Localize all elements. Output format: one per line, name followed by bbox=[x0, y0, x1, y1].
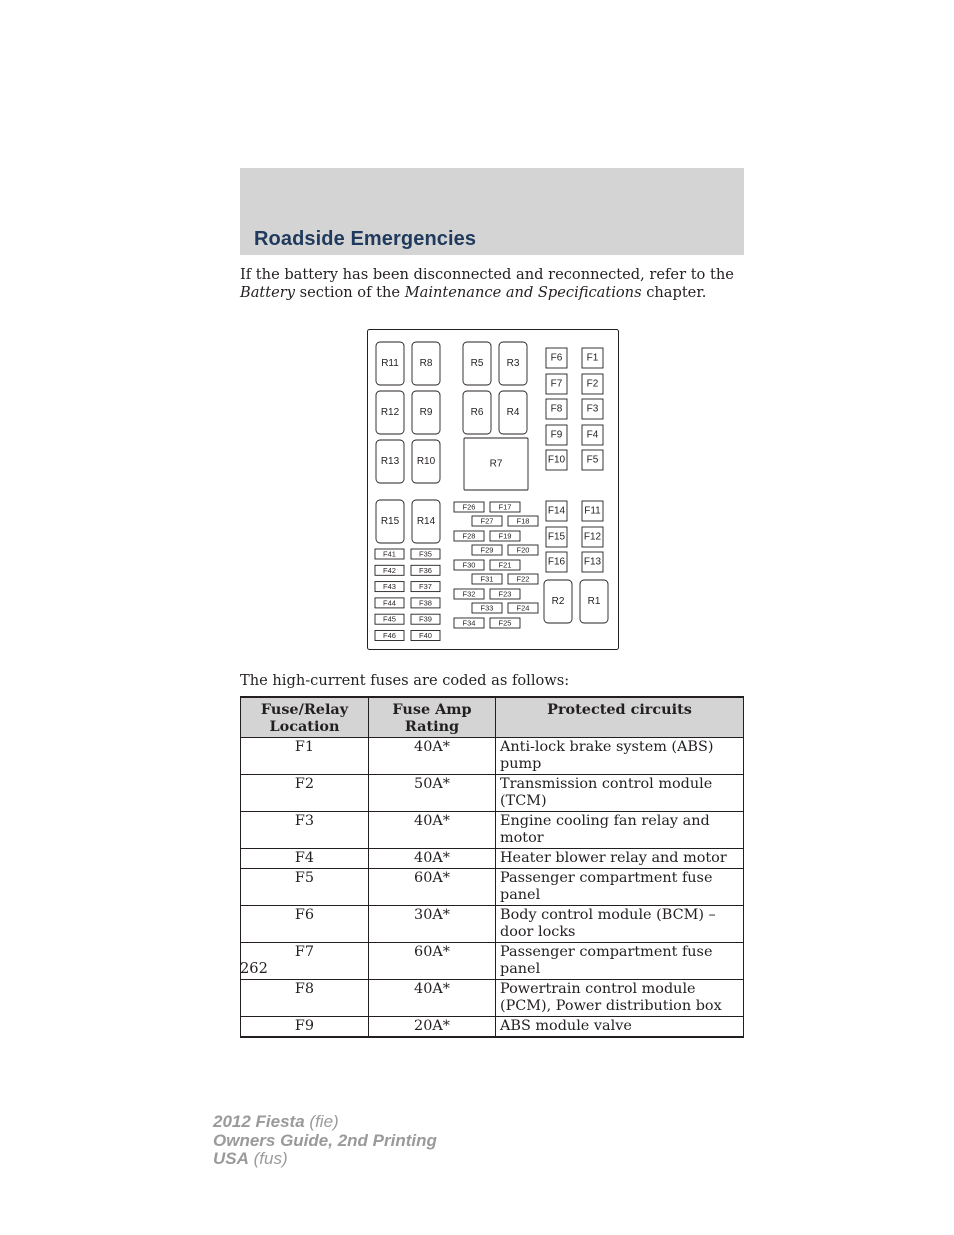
svg-text:F5: F5 bbox=[586, 454, 599, 466]
svg-text:F8: F8 bbox=[550, 403, 563, 415]
svg-text:F1: F1 bbox=[586, 352, 599, 364]
fuse-location: F4 bbox=[241, 849, 369, 869]
fuse-rating: 40A* bbox=[369, 849, 496, 869]
relay-r9 bbox=[412, 391, 440, 434]
svg-text:F37: F37 bbox=[419, 582, 432, 592]
header-circuits: Protected circuits bbox=[496, 697, 744, 738]
fuse-f25 bbox=[490, 618, 520, 628]
svg-text:F36: F36 bbox=[419, 565, 432, 575]
fuse-f42 bbox=[375, 565, 404, 575]
fuse-f11 bbox=[582, 501, 603, 521]
svg-text:R1: R1 bbox=[587, 596, 601, 607]
fuse-location: F3 bbox=[241, 812, 369, 849]
relay-r4 bbox=[499, 391, 527, 434]
svg-text:F30: F30 bbox=[462, 560, 476, 570]
fuse-f46 bbox=[375, 631, 404, 641]
fuse-f13 bbox=[582, 552, 603, 572]
fuse-f45 bbox=[375, 614, 404, 624]
relay-r10 bbox=[412, 440, 440, 483]
svg-text:R7: R7 bbox=[489, 458, 503, 470]
svg-text:R5: R5 bbox=[470, 358, 484, 369]
svg-text:F25: F25 bbox=[498, 618, 512, 628]
svg-text:F6: F6 bbox=[550, 352, 563, 364]
svg-text:F3: F3 bbox=[586, 403, 599, 415]
svg-text:F19: F19 bbox=[498, 531, 512, 541]
fuse-f32 bbox=[454, 589, 484, 599]
svg-text:F24: F24 bbox=[516, 603, 530, 613]
relay-r12 bbox=[376, 391, 404, 434]
protected-circuits: ABS module valve bbox=[496, 1017, 744, 1038]
svg-text:F13: F13 bbox=[583, 556, 602, 568]
table-row bbox=[241, 738, 744, 775]
svg-text:R3: R3 bbox=[506, 358, 520, 369]
fuse-location: F8 bbox=[241, 980, 369, 1017]
svg-text:R14: R14 bbox=[416, 516, 436, 527]
svg-text:F11: F11 bbox=[584, 505, 601, 517]
svg-text:F44: F44 bbox=[383, 598, 396, 608]
relay-r2 bbox=[544, 580, 572, 623]
svg-text:F34: F34 bbox=[462, 618, 476, 628]
fuse-f37 bbox=[411, 582, 440, 592]
relay-r7 bbox=[464, 438, 528, 490]
footer-model-line: 2012 Fiesta (fie) bbox=[213, 1112, 339, 1131]
svg-text:R9: R9 bbox=[419, 407, 433, 418]
fuse-f10 bbox=[546, 450, 567, 470]
fuse-f33 bbox=[472, 603, 502, 613]
svg-text:F26: F26 bbox=[462, 502, 476, 512]
fuse-f31 bbox=[472, 574, 502, 584]
fuse-box-diagram bbox=[367, 329, 619, 650]
fuse-f39 bbox=[411, 614, 440, 624]
fuse-f18 bbox=[508, 516, 538, 526]
table-row bbox=[241, 1017, 744, 1038]
fuse-location: F7 bbox=[241, 943, 369, 980]
protected-circuits: Body control module (BCM) – door locks bbox=[496, 906, 744, 943]
svg-text:F21: F21 bbox=[498, 560, 512, 570]
fuse-f19 bbox=[490, 531, 520, 541]
svg-text:F14: F14 bbox=[547, 505, 566, 517]
fuse-f1 bbox=[582, 348, 603, 368]
relay-r8 bbox=[412, 342, 440, 385]
fuse-f7 bbox=[546, 374, 567, 394]
protected-circuits: Transmission control module (TCM) bbox=[496, 775, 744, 812]
fuse-f3 bbox=[582, 399, 603, 419]
fuse-f5 bbox=[582, 450, 603, 470]
svg-text:F42: F42 bbox=[383, 565, 396, 575]
svg-text:F20: F20 bbox=[516, 545, 530, 555]
fuse-f24 bbox=[508, 603, 538, 613]
protected-circuits: Passenger compartment fuse panel bbox=[496, 943, 744, 980]
svg-text:R15: R15 bbox=[380, 516, 400, 527]
svg-text:F28: F28 bbox=[462, 531, 476, 541]
fuse-location: F2 bbox=[241, 775, 369, 812]
document-footer bbox=[213, 1113, 437, 1169]
svg-text:R8: R8 bbox=[419, 358, 433, 369]
relay-r3 bbox=[499, 342, 527, 385]
fuse-f38 bbox=[411, 598, 440, 608]
fuse-f14 bbox=[546, 501, 567, 521]
svg-text:F15: F15 bbox=[547, 531, 566, 543]
relay-r1 bbox=[580, 580, 608, 623]
table-header-row bbox=[241, 697, 744, 738]
fuse-f34 bbox=[454, 618, 484, 628]
relay-r15 bbox=[376, 500, 404, 543]
fuse-f43 bbox=[375, 582, 404, 592]
relay-r13 bbox=[376, 440, 404, 483]
fuse-f8 bbox=[546, 399, 567, 419]
svg-text:R4: R4 bbox=[506, 407, 520, 418]
fuse-f20 bbox=[508, 545, 538, 555]
fuse-f6 bbox=[546, 348, 567, 368]
footer-market-line: USA (fus) bbox=[213, 1149, 288, 1168]
section-title: Roadside Emergencies bbox=[254, 228, 477, 250]
maintenance-reference: Maintenance and Specifications bbox=[404, 284, 642, 301]
fuse-location: F6 bbox=[241, 906, 369, 943]
fuse-f28 bbox=[454, 531, 484, 541]
svg-text:F45: F45 bbox=[383, 614, 396, 624]
svg-text:F23: F23 bbox=[498, 589, 512, 599]
svg-text:F9: F9 bbox=[550, 429, 563, 441]
fuse-f21 bbox=[490, 560, 520, 570]
svg-text:R13: R13 bbox=[380, 456, 400, 467]
protected-circuits: Passenger compartment fuse panel bbox=[496, 869, 744, 906]
fuse-f35 bbox=[411, 549, 440, 559]
table-row bbox=[241, 943, 744, 980]
header-location: Fuse/Relay Location bbox=[241, 697, 369, 738]
fuse-f9 bbox=[546, 425, 567, 445]
svg-text:F31: F31 bbox=[480, 574, 494, 584]
fuse-f40 bbox=[411, 631, 440, 641]
table-intro: The high-current fuses are coded as follows: bbox=[240, 672, 570, 689]
fuse-f30 bbox=[454, 560, 484, 570]
fuse-location: F9 bbox=[241, 1017, 369, 1038]
relay-r6 bbox=[463, 391, 491, 434]
relay-r5 bbox=[463, 342, 491, 385]
fuse-rating: 60A* bbox=[369, 869, 496, 906]
fuse-location: F1 bbox=[241, 738, 369, 775]
table-row bbox=[241, 906, 744, 943]
fuse-f16 bbox=[546, 552, 567, 572]
svg-text:R11: R11 bbox=[381, 358, 399, 369]
battery-reference: Battery bbox=[240, 284, 296, 301]
fuse-f41 bbox=[375, 549, 404, 559]
fuse-rating: 40A* bbox=[369, 980, 496, 1017]
svg-text:R6: R6 bbox=[470, 407, 484, 418]
svg-text:R12: R12 bbox=[380, 407, 400, 418]
svg-text:F2: F2 bbox=[586, 378, 599, 390]
fuse-rating: 40A* bbox=[369, 738, 496, 775]
protected-circuits: Heater blower relay and motor bbox=[496, 849, 744, 869]
intro-text-3: chapter. bbox=[641, 284, 707, 301]
protected-circuits: Anti-lock brake system (ABS) pump bbox=[496, 738, 744, 775]
fuse-f22 bbox=[508, 574, 538, 584]
table-row bbox=[241, 869, 744, 906]
high-current-fuse-table bbox=[240, 696, 744, 1038]
table-row bbox=[241, 812, 744, 849]
fuse-f29 bbox=[472, 545, 502, 555]
section-header-band bbox=[240, 168, 744, 255]
svg-text:F10: F10 bbox=[547, 454, 566, 466]
svg-text:R2: R2 bbox=[551, 596, 565, 607]
svg-text:F41: F41 bbox=[383, 549, 396, 559]
svg-text:F27: F27 bbox=[480, 516, 494, 526]
svg-text:F39: F39 bbox=[419, 614, 432, 624]
fuse-f36 bbox=[411, 565, 440, 575]
svg-text:F4: F4 bbox=[586, 429, 599, 441]
intro-text-2: section of the bbox=[295, 284, 405, 301]
protected-circuits: Engine cooling fan relay and motor bbox=[496, 812, 744, 849]
svg-text:F18: F18 bbox=[516, 516, 530, 526]
svg-text:F7: F7 bbox=[550, 378, 563, 390]
svg-text:F32: F32 bbox=[462, 589, 476, 599]
fuse-f15 bbox=[546, 527, 567, 547]
fuse-rating: 30A* bbox=[369, 906, 496, 943]
table-row bbox=[241, 980, 744, 1017]
table-row bbox=[241, 849, 744, 869]
fuse-f26 bbox=[454, 502, 484, 512]
fuse-location: F5 bbox=[241, 869, 369, 906]
fuse-f27 bbox=[472, 516, 502, 526]
svg-text:F38: F38 bbox=[419, 598, 432, 608]
fuse-f23 bbox=[490, 589, 520, 599]
svg-text:F40: F40 bbox=[419, 631, 432, 640]
footer-guide-line: Owners Guide, 2nd Printing bbox=[213, 1130, 437, 1150]
svg-text:F33: F33 bbox=[480, 603, 494, 613]
relay-r11 bbox=[376, 342, 404, 385]
protected-circuits: Powertrain control module (PCM), Power distribution box bbox=[496, 980, 744, 1017]
fuse-rating: 40A* bbox=[369, 812, 496, 849]
svg-text:F46: F46 bbox=[383, 631, 396, 640]
svg-text:F29: F29 bbox=[480, 545, 494, 555]
fuse-rating: 50A* bbox=[369, 775, 496, 812]
intro-text-1: If the battery has been disconnected and reconnected, refer to the bbox=[240, 266, 734, 283]
svg-text:F43: F43 bbox=[383, 582, 396, 592]
header-rating: Fuse Amp Rating bbox=[369, 697, 496, 738]
relay-r14 bbox=[412, 500, 440, 543]
svg-text:F17: F17 bbox=[498, 502, 512, 512]
page-number: 262 bbox=[240, 960, 268, 977]
svg-text:F16: F16 bbox=[547, 556, 566, 568]
svg-text:R10: R10 bbox=[416, 456, 436, 467]
svg-text:F22: F22 bbox=[516, 574, 530, 584]
intro-paragraph bbox=[240, 266, 744, 302]
table-row bbox=[241, 775, 744, 812]
fuse-f17 bbox=[490, 502, 520, 512]
fuse-f2 bbox=[582, 374, 603, 394]
svg-text:F35: F35 bbox=[419, 549, 432, 559]
fuse-f4 bbox=[582, 425, 603, 445]
fuse-f12 bbox=[582, 527, 603, 547]
fuse-rating: 60A* bbox=[369, 943, 496, 980]
svg-text:F12: F12 bbox=[583, 531, 602, 543]
fuse-f44 bbox=[375, 598, 404, 608]
fuse-rating: 20A* bbox=[369, 1017, 496, 1038]
fuse-box-svg bbox=[367, 329, 619, 650]
